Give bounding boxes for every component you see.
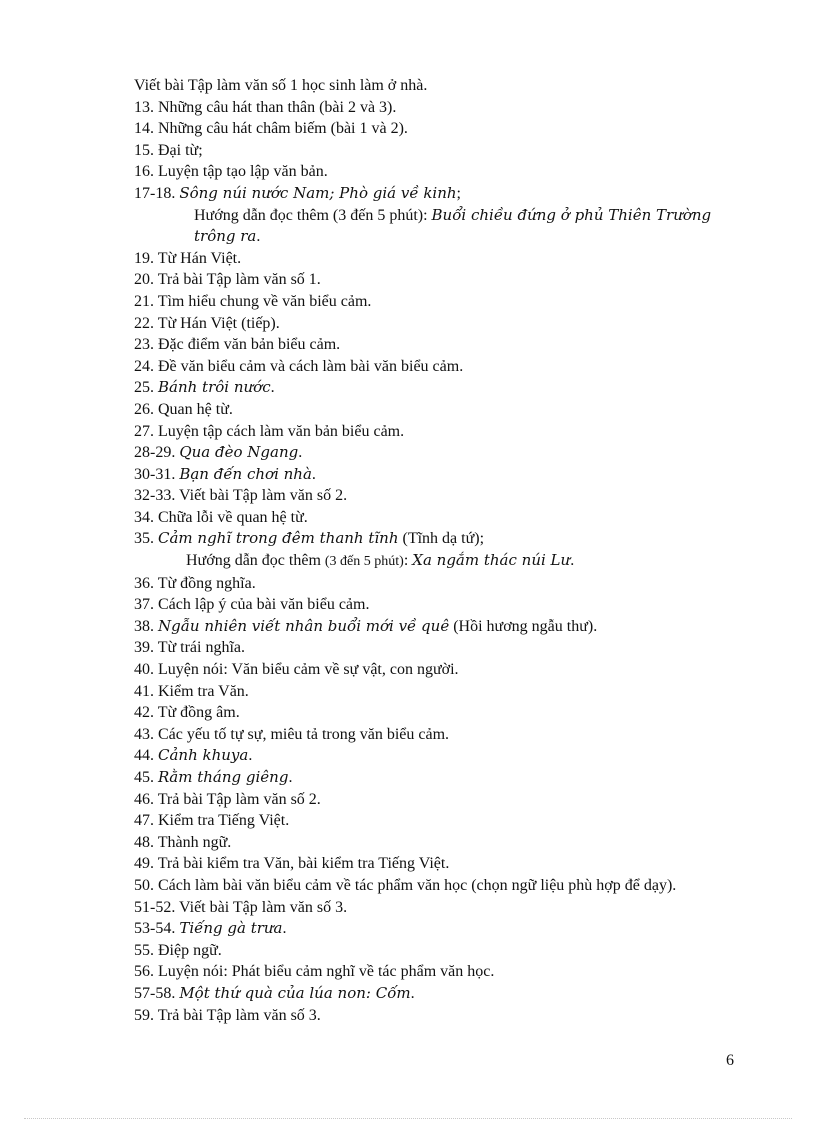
list-item: 56. Luyện nói: Phát biểu cảm nghĩ về tác phẩm văn học. xyxy=(134,963,495,981)
list-item-sub: Hướng dẫn đọc thêm (3 đến 5 phút): Xa ngắm thác núi Lư. xyxy=(186,551,575,570)
list-item: 16. Luyện tập tạo lập văn bản. xyxy=(134,163,328,181)
list-item: 28-29. Qua đèo Ngang. xyxy=(134,443,303,462)
list-item: 26. Quan hệ từ. xyxy=(134,400,233,418)
list-item: 15. Đại từ; xyxy=(134,141,203,159)
list-item: 13. Những câu hát than thân (bài 2 và 3). xyxy=(134,98,397,116)
list-item: 23. Đặc điểm văn bản biểu cảm. xyxy=(134,336,341,354)
list-item: 46. Trả bài Tập làm văn số 2. xyxy=(134,790,321,808)
list-item: 34. Chữa lỗi về quan hệ từ. xyxy=(134,508,308,526)
list-item: 49. Trả bài kiểm tra Văn, bài kiểm tra Tiếng Việt. xyxy=(134,855,450,873)
list-item: 24. Đề văn biểu cảm và cách làm bài văn biểu cảm. xyxy=(134,357,464,375)
list-item: 51-52. Viết bài Tập làm văn số 3. xyxy=(134,898,348,916)
list-item: 25. Bánh trôi nước. xyxy=(134,378,275,397)
list-item: 27. Luyện tập cách làm văn bản biểu cảm. xyxy=(134,422,405,440)
list-item: 45. Rằm tháng giêng. xyxy=(134,768,293,786)
list-item: 53-54. Tiếng gà trưa. xyxy=(134,919,287,938)
list-item: 37. Cách lập ý của bài văn biểu cảm. xyxy=(134,596,370,614)
list-item: 32-33. Viết bài Tập làm văn số 2. xyxy=(134,487,348,505)
list-item: 50. Cách làm bài văn biểu cảm về tác phẩm văn học (chọn ngữ liệu phù hợp để dạy). xyxy=(134,876,677,894)
list-item: 38. Ngẫu nhiên viết nhân buổi mới về quê (Hồi hương ngẫu thư). xyxy=(134,616,598,635)
list-item: 42. Từ đồng âm. xyxy=(134,704,240,722)
list-item: 57-58. Một thứ quà của lúa non: Cốm. xyxy=(134,983,415,1002)
list-item: 59. Trả bài Tập làm văn số 3. xyxy=(134,1006,321,1024)
list-item: 14. Những câu hát châm biếm (bài 1 và 2). xyxy=(134,120,408,138)
list-item: 41. Kiểm tra Văn. xyxy=(134,682,249,700)
list-item: 36. Từ đồng nghĩa. xyxy=(134,574,256,592)
page-bottom-divider xyxy=(24,1118,792,1119)
list-item: 40. Luyện nói: Văn biểu cảm về sự vật, con người. xyxy=(134,661,459,679)
lesson-list xyxy=(134,75,746,1026)
list-item: 55. Điệp ngữ. xyxy=(134,941,222,959)
list-item: 44. Cảnh khuya. xyxy=(134,746,253,765)
list-item: 30-31. Bạn đến chơi nhà. xyxy=(134,464,316,483)
list-item: 20. Trả bài Tập làm văn số 1. xyxy=(134,271,321,289)
list-item: 39. Từ trái nghĩa. xyxy=(134,639,246,657)
list-item: 17-18. Sông núi nước Nam; Phò giá về kinh; xyxy=(134,183,461,202)
list-item-sub: Hướng dẫn đọc thêm (3 đến 5 phút): Buổi chiều đứng ở phủ Thiên Trường trông ra. xyxy=(194,205,712,246)
list-item: 22. Từ Hán Việt (tiếp). xyxy=(134,314,280,332)
list-item: 43. Các yếu tố tự sự, miêu tả trong văn biểu cảm. xyxy=(134,725,450,743)
page-number: 6 xyxy=(726,1052,734,1069)
list-item: 19. Từ Hán Việt. xyxy=(134,249,242,267)
list-item: 21. Tìm hiểu chung về văn biểu cảm. xyxy=(134,292,372,310)
list-item: 35. Cảm nghĩ trong đêm thanh tĩnh (Tĩnh dạ tứ); xyxy=(134,529,485,548)
list-item: 48. Thành ngữ. xyxy=(134,833,232,851)
list-item: Viết bài Tập làm văn số 1 học sinh làm ở nhà. xyxy=(134,77,428,94)
list-item: 47. Kiểm tra Tiếng Việt. xyxy=(134,812,290,830)
